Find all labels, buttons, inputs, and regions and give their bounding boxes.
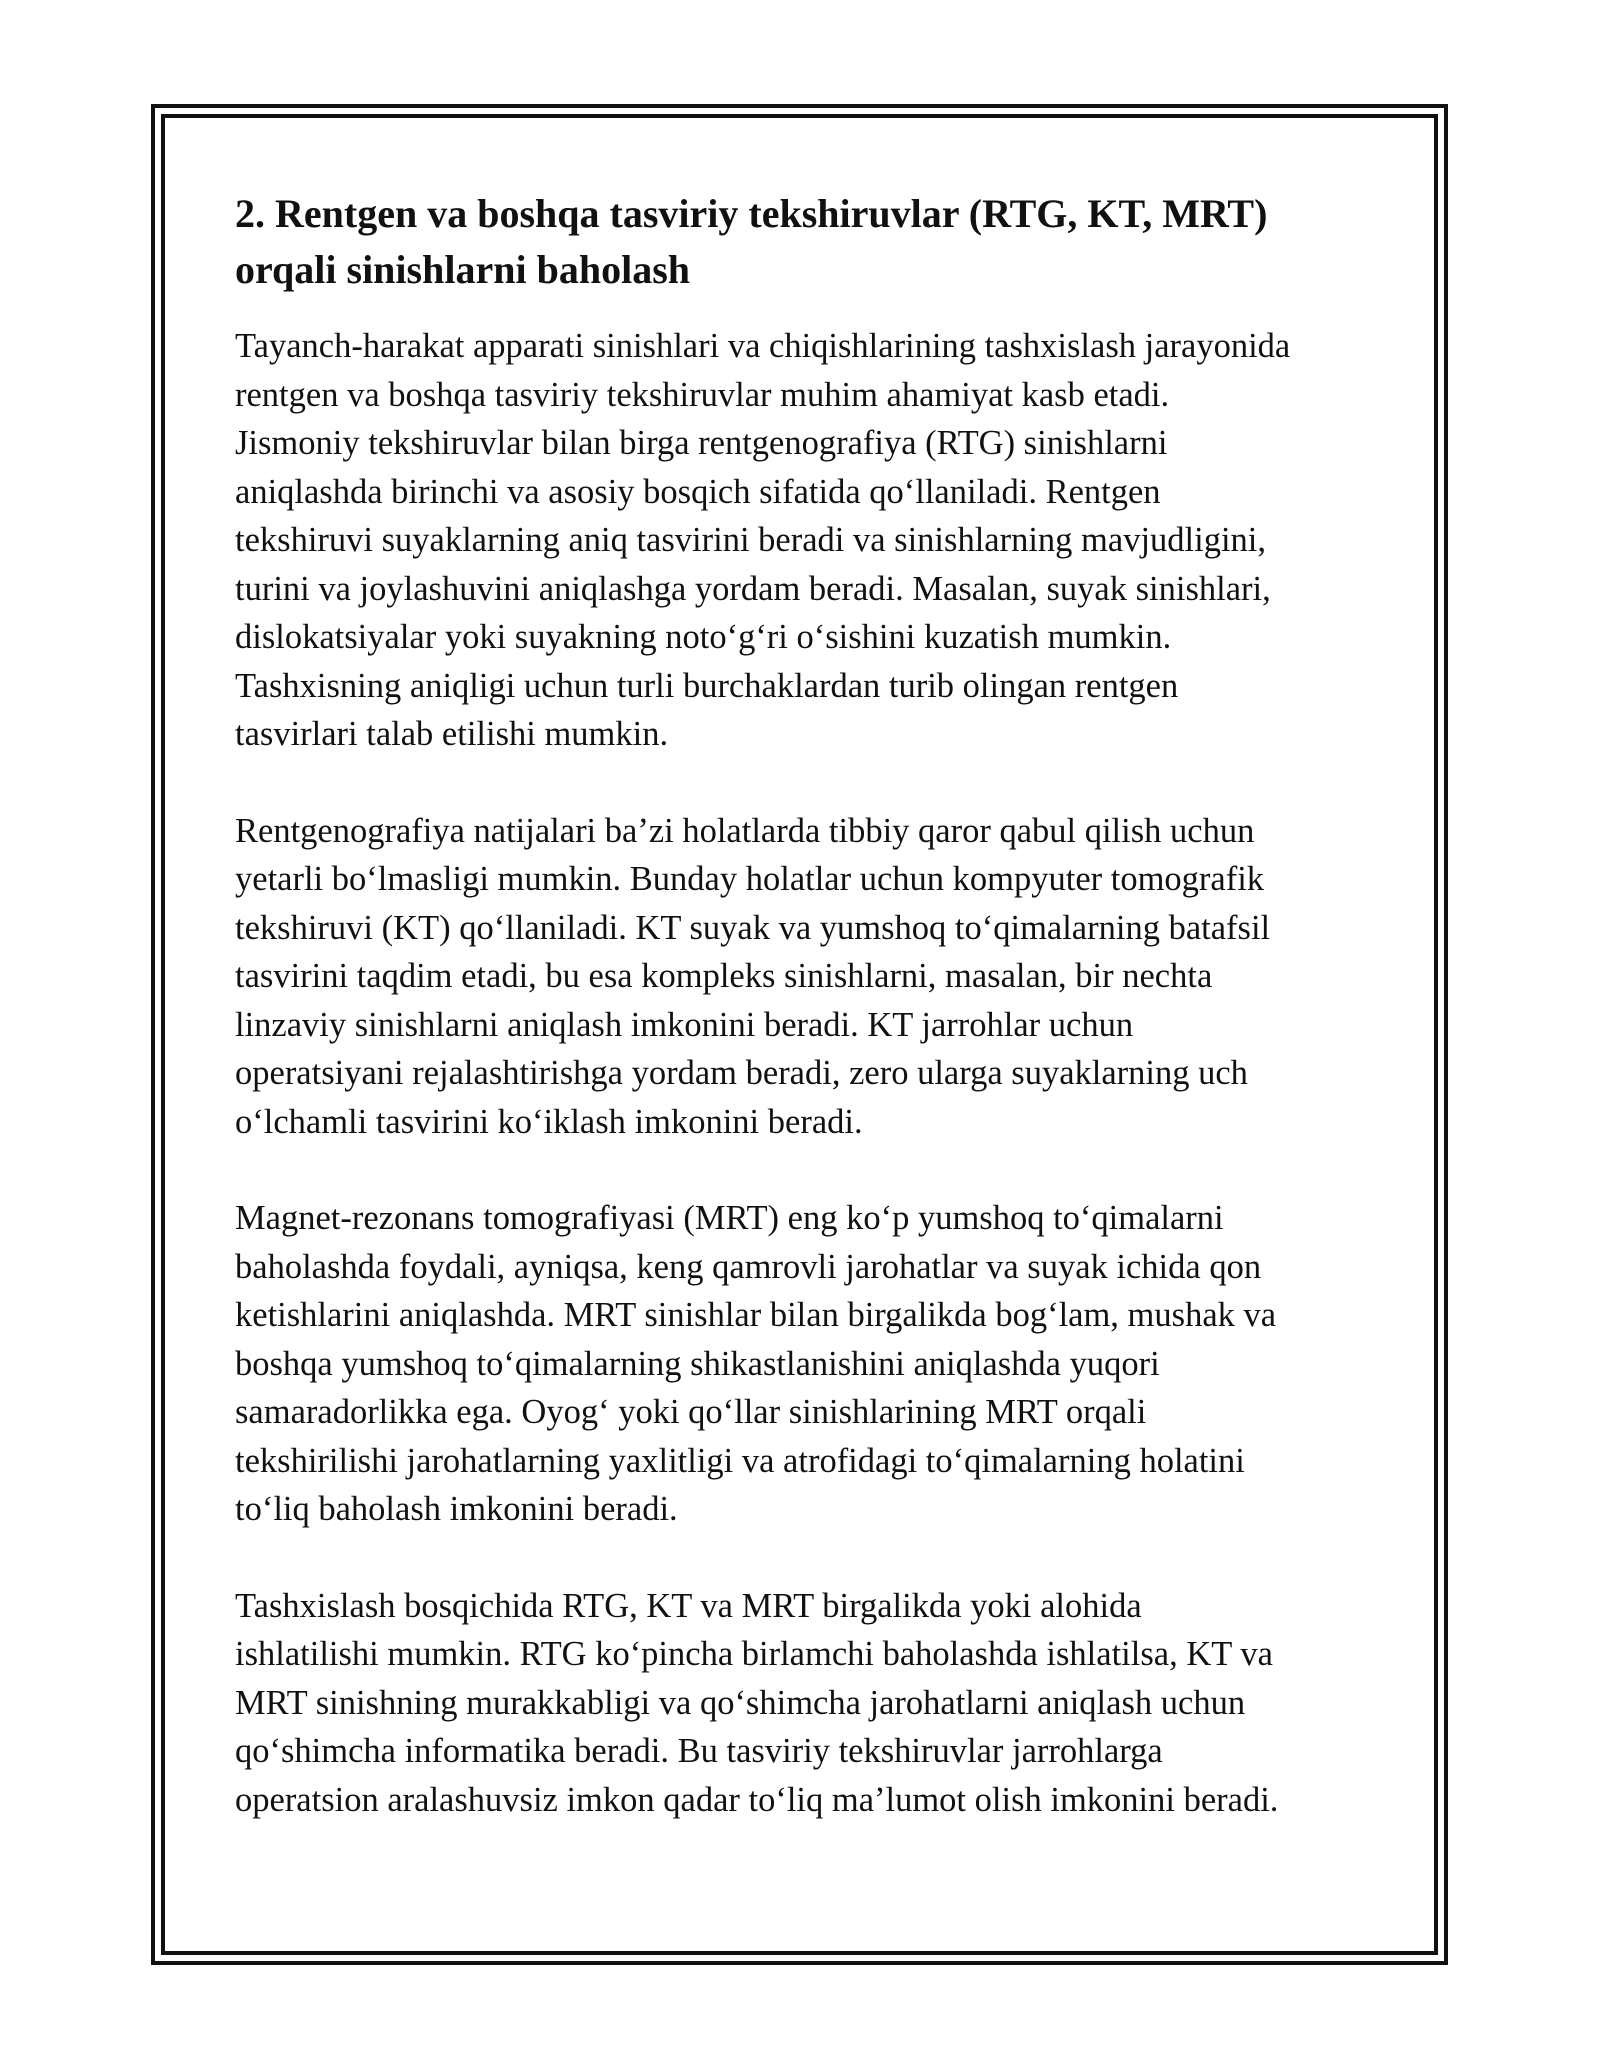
paragraph-line: boshqa yumshoq toʻqimalarning shikastlanishini aniqlashda yuqori xyxy=(235,1344,1160,1383)
paragraph-line: ishlatilishi mumkin. RTG koʻpincha birlamchi baholashda ishlatilsa, KT va xyxy=(235,1635,1273,1673)
paragraph-line: tekshiruvi suyaklarning aniq tasvirini beradi va sinishlarning mavjudligini, xyxy=(235,521,1266,559)
paragraph-line: oʻlchamli tasvirini koʻiklash imkonini beradi. xyxy=(235,1102,863,1141)
section-title xyxy=(235,186,1385,298)
paragraph-line: Tashxisning aniqligi uchun turli burchaklardan turib olingan rentgen xyxy=(235,666,1179,705)
body-paragraph xyxy=(235,322,1385,759)
paragraph-line: Tashxislash bosqichida RTG, KT va MRT birgalikda yoki alohida xyxy=(235,1586,1142,1625)
paragraph-line: operatsiyani rejalashtirishga yordam beradi, zero ularga suyaklarning uch xyxy=(235,1054,1248,1092)
body-paragraph xyxy=(235,807,1385,1147)
paragraph-line: tasvirlari talab etilishi mumkin. xyxy=(235,715,669,753)
paragraph-line: tekshirilishi jarohatlarning yaxlitligi va atrofidagi toʻqimalarning holatini xyxy=(235,1441,1245,1480)
document-body xyxy=(235,186,1385,1872)
paragraph-line: linzaviy sinishlarni aniqlash imkonini beradi. KT jarrohlar uchun xyxy=(235,1005,1134,1044)
paragraph-line: samaradorlikka ega. Oyogʻ yoki qoʻllar sinishlarining MRT orqali xyxy=(235,1393,1147,1431)
paragraph-line: ketishlarini aniqlashda. MRT sinishlar bilan birgalikda bogʻlam, mushak va xyxy=(235,1296,1277,1334)
paragraph-line: baholashda foydali, ayniqsa, keng qamrovli jarohatlar va suyak ichida qon xyxy=(235,1247,1262,1286)
paragraph-line: Rentgenografiya natijalari baʼzi holatlarda tibbiy qaror qabul qilish uchun xyxy=(235,811,1255,850)
paragraph-line: qoʻshimcha informatika beradi. Bu tasviriy tekshiruvlar jarrohlarga xyxy=(235,1732,1163,1770)
paragraph-line: dislokatsiyalar yoki suyakning notoʻgʻri oʻsishini kuzatish mumkin. xyxy=(235,618,1172,656)
paragraph-line: MRT sinishning murakkabligi va qoʻshimcha jarohatlarni aniqlash uchun xyxy=(235,1683,1246,1722)
body-paragraph xyxy=(235,1582,1385,1825)
paragraph-line: Magnet-rezonans tomografiyasi (MRT) eng koʻp yumshoq toʻqimalarni xyxy=(235,1199,1224,1237)
paragraph-line: Jismoniy tekshiruvlar bilan birga rentgenografiya (RTG) sinishlarni xyxy=(235,424,1168,462)
paragraph-line: operatsion aralashuvsiz imkon qadar toʻliq maʼlumot olish imkonini beradi. xyxy=(235,1780,1279,1819)
paragraph-line: aniqlashda birinchi va asosiy bosqich sifatida qoʻllaniladi. Rentgen xyxy=(235,472,1161,511)
section-title-line: 2. Rentgen va boshqa tasviriy tekshiruvlar (RTG, KT, MRT) xyxy=(235,191,1268,236)
paragraph-list xyxy=(235,322,1385,1824)
paragraph-line: toʻliq baholash imkonini beradi. xyxy=(235,1490,678,1528)
paragraph-line: tasvirini taqdim etadi, bu esa kompleks sinishlarni, masalan, bir nechta xyxy=(235,957,1213,995)
paragraph-line: Tayanch-harakat apparati sinishlari va chiqishlarining tashxislash jarayonida xyxy=(235,327,1291,365)
body-paragraph xyxy=(235,1194,1385,1534)
paragraph-line: rentgen va boshqa tasviriy tekshiruvlar muhim ahamiyat kasb etadi. xyxy=(235,375,1170,414)
paragraph-line: tekshiruvi (KT) qoʻllaniladi. KT suyak va yumshoq toʻqimalarning batafsil xyxy=(235,908,1271,947)
paragraph-line: turini va joylashuvini aniqlashga yordam beradi. Masalan, suyak sinishlari, xyxy=(235,569,1271,608)
section-title-line: orqali sinishlarni baholash xyxy=(235,247,690,292)
paragraph-line: yetarli boʻlmasligi mumkin. Bunday holatlar uchun kompyuter tomografik xyxy=(235,860,1265,898)
